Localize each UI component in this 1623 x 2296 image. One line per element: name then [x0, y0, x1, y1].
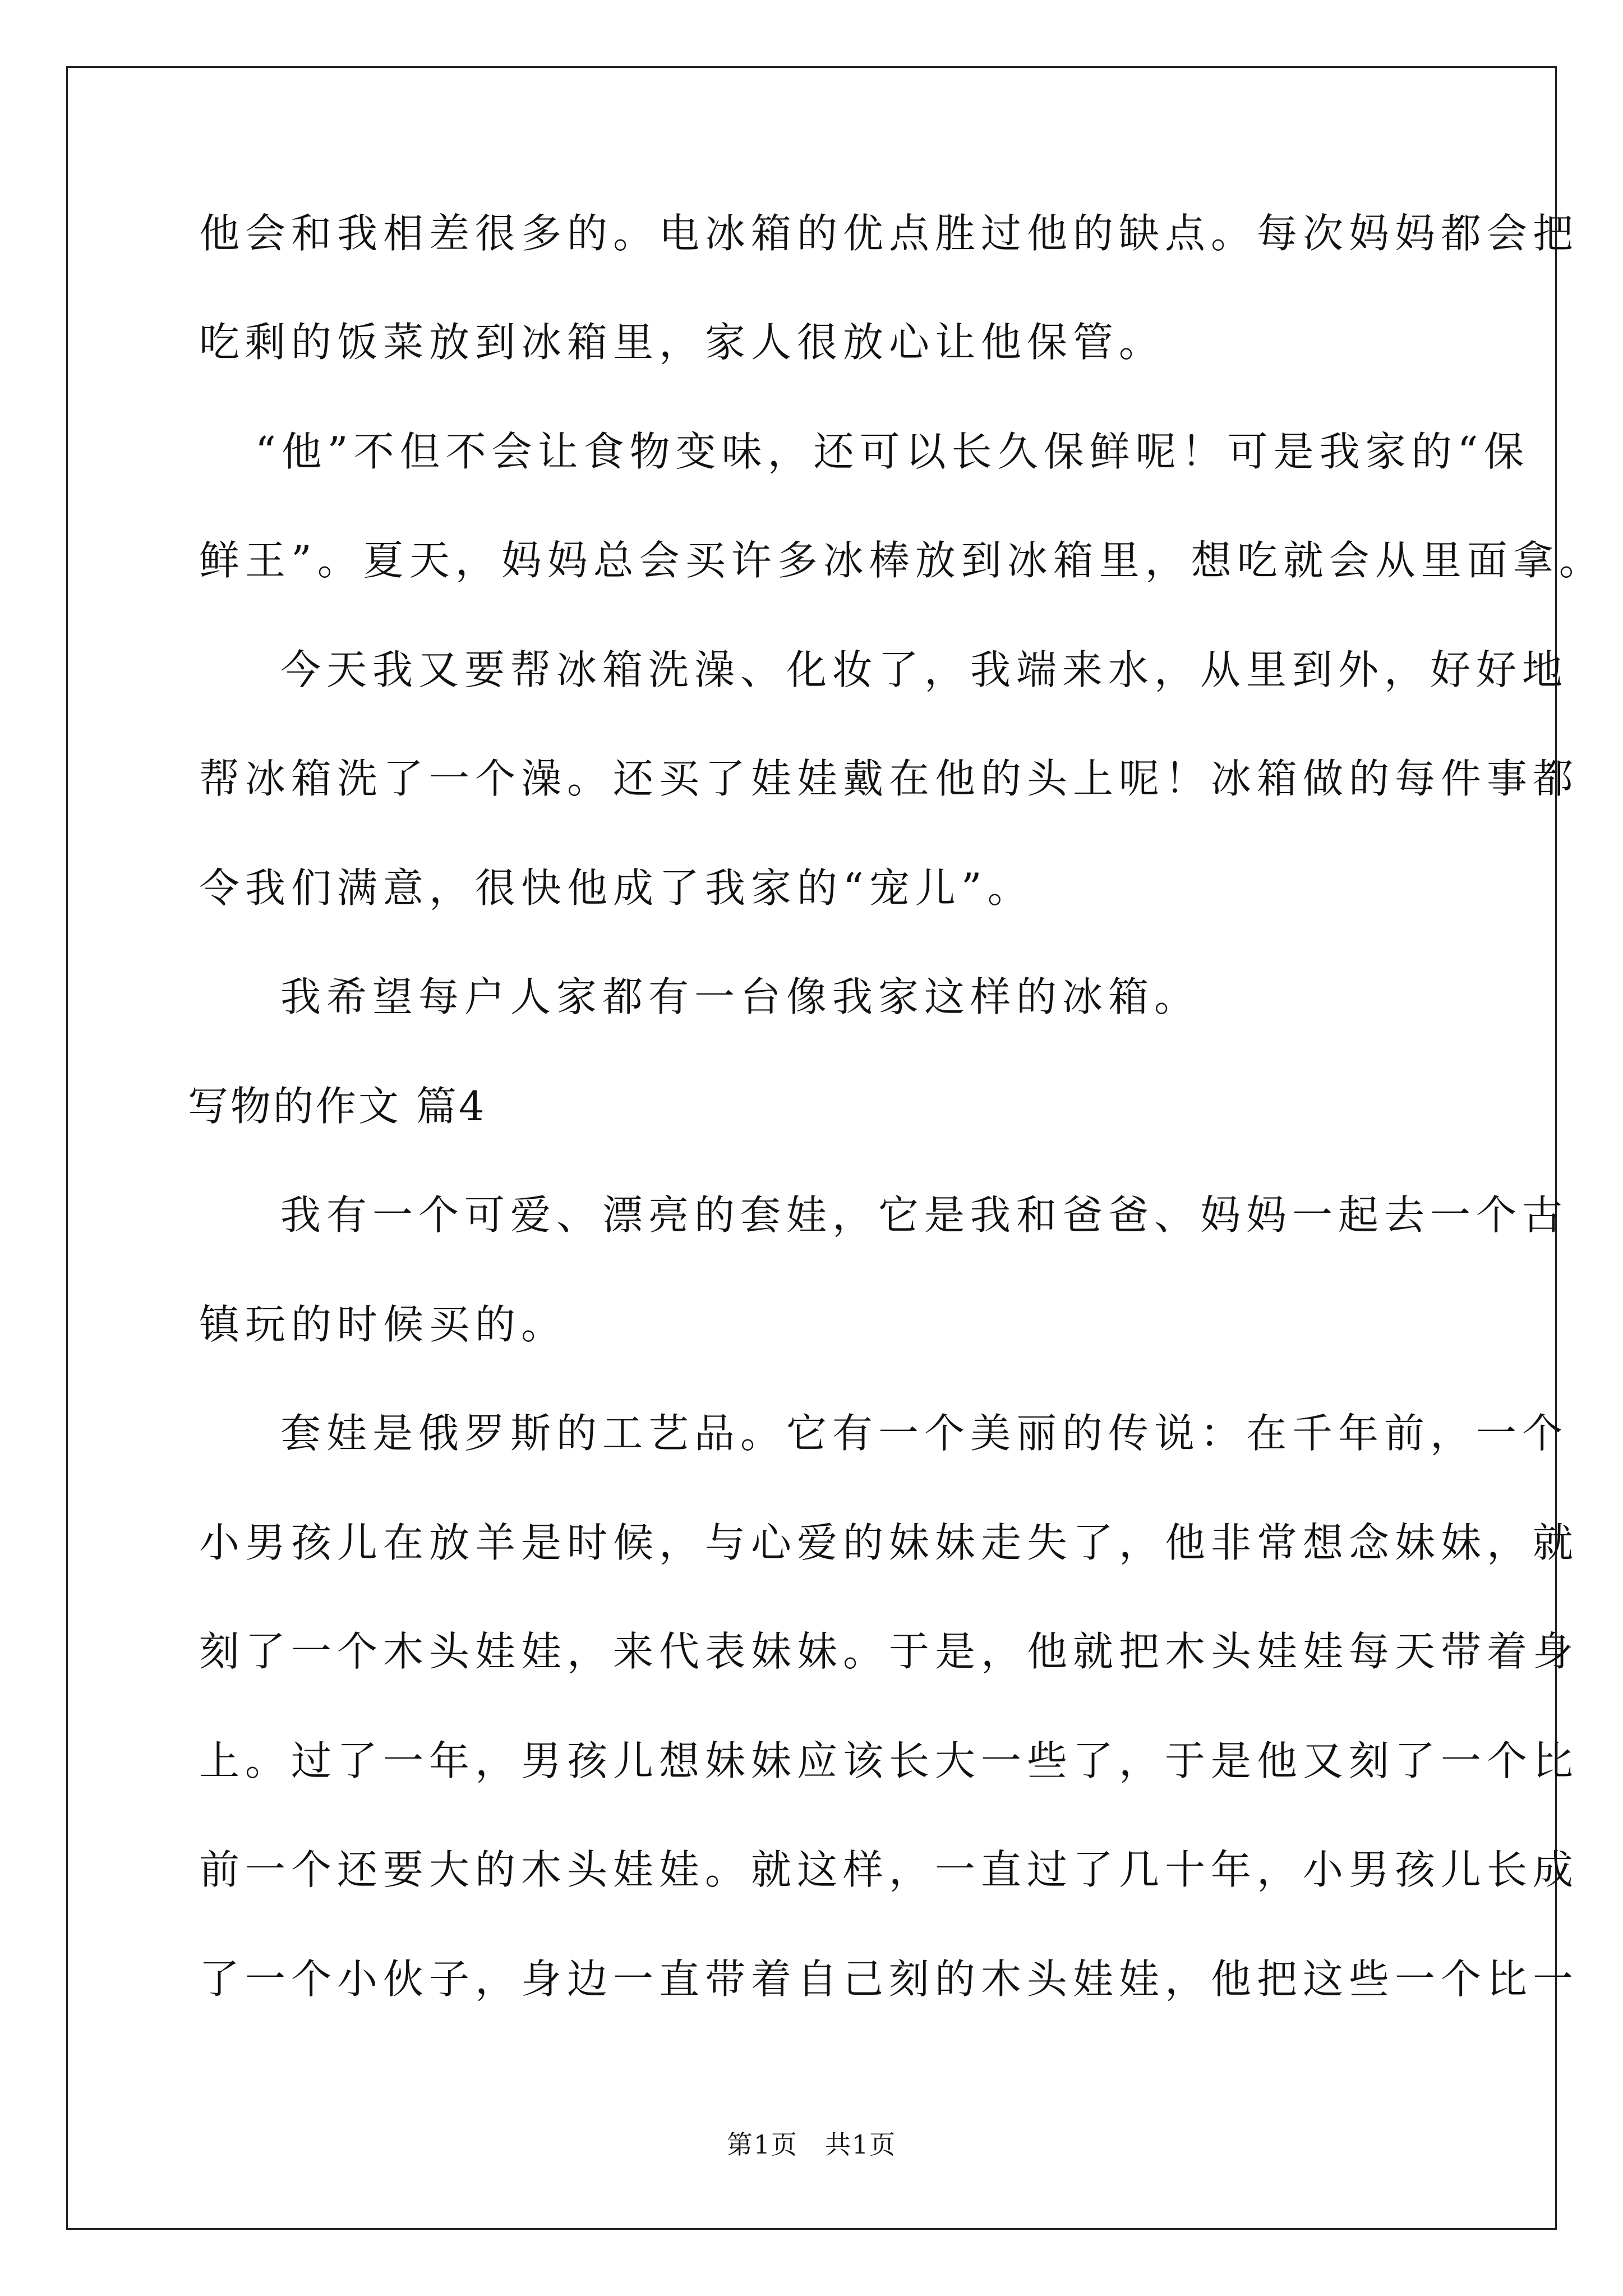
text-line: 前一个还要大的木头娃娃。就这样，一直过了几十年，小男孩儿长成	[199, 1846, 1579, 1893]
text-line: 套娃是俄罗斯的工艺品。它有一个美丽的传说：在千年前，一个	[280, 1410, 1569, 1457]
text-line: 今天我又要帮冰箱洗澡、化妆了，我端来水，从里到外，好好地	[280, 646, 1569, 693]
text-line: 鲜王”。夏天，妈妈总会买许多冰棒放到冰箱里，想吃就会从里面拿。	[199, 537, 1605, 584]
text-line: 吃剩的饭菜放到冰箱里，家人很放心让他保管。	[199, 319, 1165, 366]
text-line: 上。过了一年，男孩儿想妹妹应该长大一些了，于是他又刻了一个比	[199, 1737, 1579, 1784]
text-line: “他”不但不会让食物变味，还可以长久保鲜呢！可是我家的“保	[255, 428, 1530, 475]
text-line: 我希望每户人家都有一台像我家这样的冰箱。	[280, 973, 1201, 1020]
text-line: 小男孩儿在放羊是时候，与心爱的妹妹走失了，他非常想念妹妹，就	[199, 1519, 1579, 1566]
text-line: 他会和我相差很多的。电冰箱的优点胜过他的缺点。每次妈妈都会把	[199, 210, 1579, 257]
text-line: 镇玩的时候买的。	[199, 1301, 568, 1348]
text-line: 帮冰箱洗了一个澡。还买了娃娃戴在他的头上呢！冰箱做的每件事都	[199, 755, 1579, 802]
section-heading: 写物的作文 篇4	[188, 1083, 487, 1130]
text-line: 刻了一个木头娃娃，来代表妹妹。于是，他就把木头娃娃每天带着身	[199, 1628, 1579, 1675]
text-line: 我有一个可爱、漂亮的套娃，它是我和爸爸、妈妈一起去一个古	[280, 1191, 1569, 1239]
page-number-footer: 第1页 共1页	[726, 2129, 897, 2160]
text-line: 了一个小伙子，身边一直带着自己刻的木头娃娃，他把这些一个比一	[199, 1955, 1579, 2003]
text-line: 令我们满意，很快他成了我家的“宠儿”。	[199, 864, 1034, 912]
page-border	[66, 66, 1557, 2230]
